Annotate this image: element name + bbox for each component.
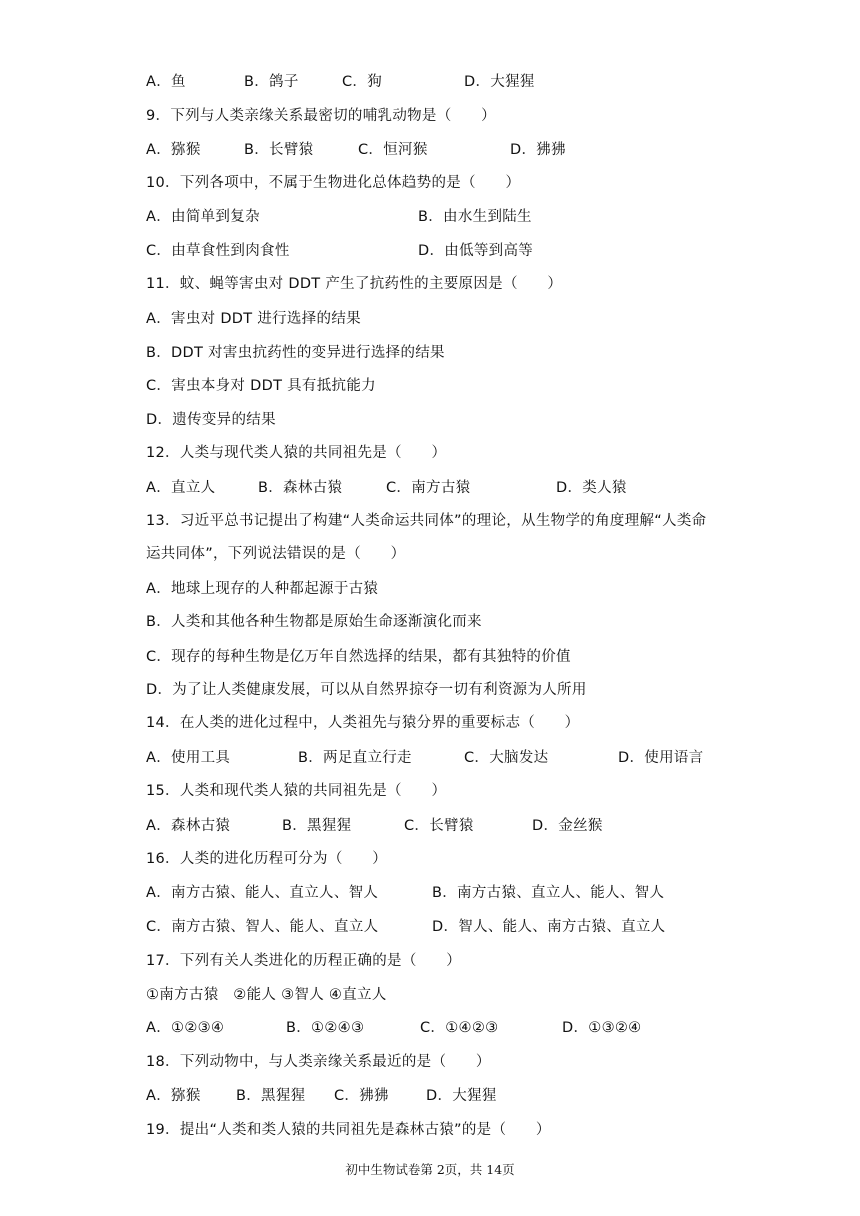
answer-option: A．由简单到复杂 xyxy=(146,209,260,225)
question-line: 13．习近平总书记提出了构建“人类命运共同体”的理论，从生物学的角度理解“人类命 xyxy=(146,513,707,529)
question-line: C．害虫本身对 DDT 具有抵抗能力 xyxy=(146,378,376,394)
question-line: D．为了让人类健康发展，可以从自然界掠夺一切有利资源为人所用 xyxy=(146,682,587,698)
question-line: C．现存的每种生物是亿万年自然选择的结果，都有其独特的价值 xyxy=(146,649,571,665)
answer-option: B．南方古猿、直立人、能人、智人 xyxy=(432,885,665,901)
page-footer: 初中生物试卷第 2页，共 14页 xyxy=(345,1162,515,1177)
question-line: 9．下列与人类亲缘关系最密切的哺乳动物是（ ） xyxy=(146,108,496,124)
answer-option: C．狗 xyxy=(342,74,383,90)
answer-option: D．由低等到高等 xyxy=(418,243,534,259)
answer-option: C．狒狒 xyxy=(334,1088,389,1104)
question-line: ①南方古猿 ②能人 ③智人 ④直立人 xyxy=(146,987,387,1003)
answer-option: C．由草食性到肉食性 xyxy=(146,243,290,259)
answer-option: A．①②③④ xyxy=(146,1020,225,1036)
answer-option: A．猕猴 xyxy=(146,142,201,158)
question-line: 15．人类和现代类人猿的共同祖先是（ ） xyxy=(146,783,447,799)
answer-option: A．森林古猿 xyxy=(146,818,231,834)
answer-option: B．①②④③ xyxy=(286,1020,365,1036)
answer-option: C．长臂猿 xyxy=(404,818,474,834)
question-line: 16．人类的进化历程可分为（ ） xyxy=(146,851,388,867)
answer-option: B．黑猩猩 xyxy=(236,1088,306,1104)
question-line: 17．下列有关人类进化的历程正确的是（ ） xyxy=(146,953,462,969)
question-line: 12．人类与现代类人猿的共同祖先是（ ） xyxy=(146,445,447,461)
answer-option: B．长臂猿 xyxy=(244,142,314,158)
question-line: A．害虫对 DDT 进行选择的结果 xyxy=(146,311,361,327)
question-line: 18．下列动物中，与人类亲缘关系最近的是（ ） xyxy=(146,1054,491,1070)
answer-option: C．恒河猴 xyxy=(358,142,428,158)
answer-option: C．①④②③ xyxy=(420,1020,499,1036)
answer-option: A．使用工具 xyxy=(146,750,231,766)
question-line: B．DDT 对害虫抗药性的变异进行选择的结果 xyxy=(146,345,445,361)
answer-option: B．黑猩猩 xyxy=(282,818,352,834)
question-line: 11．蚊、蝇等害虫对 DDT 产生了抗药性的主要原因是（ ） xyxy=(146,276,563,292)
answer-option: D．大猩猩 xyxy=(464,74,535,90)
answer-option: A．直立人 xyxy=(146,480,216,496)
answer-option: B．两足直立行走 xyxy=(298,750,412,766)
answer-option: D．使用语言 xyxy=(618,750,704,766)
question-line: D．遗传变异的结果 xyxy=(146,412,276,428)
answer-option: D．①③②④ xyxy=(562,1020,642,1036)
answer-option: D．金丝猴 xyxy=(532,818,603,834)
question-line: 19．提出“人类和类人猿的共同祖先是森林古猿”的是（ ） xyxy=(146,1122,551,1138)
answer-option: D．大猩猩 xyxy=(426,1088,497,1104)
answer-option: C．南方古猿 xyxy=(386,480,471,496)
question-line: 运共同体”，下列说法错误的是（ ） xyxy=(146,546,406,562)
answer-option: A．猕猴 xyxy=(146,1088,201,1104)
answer-option: C．南方古猿、智人、能人、直立人 xyxy=(146,919,379,935)
answer-option: B．鸽子 xyxy=(244,74,299,90)
question-line: A．地球上现存的人种都起源于古猿 xyxy=(146,581,379,597)
answer-option: D．类人猿 xyxy=(556,480,627,496)
answer-option: B．由水生到陆生 xyxy=(418,209,532,225)
question-line: 14．在人类的进化过程中，人类祖先与猿分界的重要标志（ ） xyxy=(146,715,580,731)
question-line: 10．下列各项中，不属于生物进化总体趋势的是（ ） xyxy=(146,175,521,191)
answer-option: B．森林古猿 xyxy=(258,480,343,496)
answer-option: D．智人、能人、南方古猿、直立人 xyxy=(432,919,666,935)
question-line: B．人类和其他各种生物都是原始生命逐渐演化而来 xyxy=(146,614,482,630)
answer-option: A．鱼 xyxy=(146,74,186,90)
answer-option: A．南方古猿、能人、直立人、智人 xyxy=(146,885,379,901)
answer-option: D．狒狒 xyxy=(510,142,566,158)
answer-option: C．大脑发达 xyxy=(464,750,549,766)
